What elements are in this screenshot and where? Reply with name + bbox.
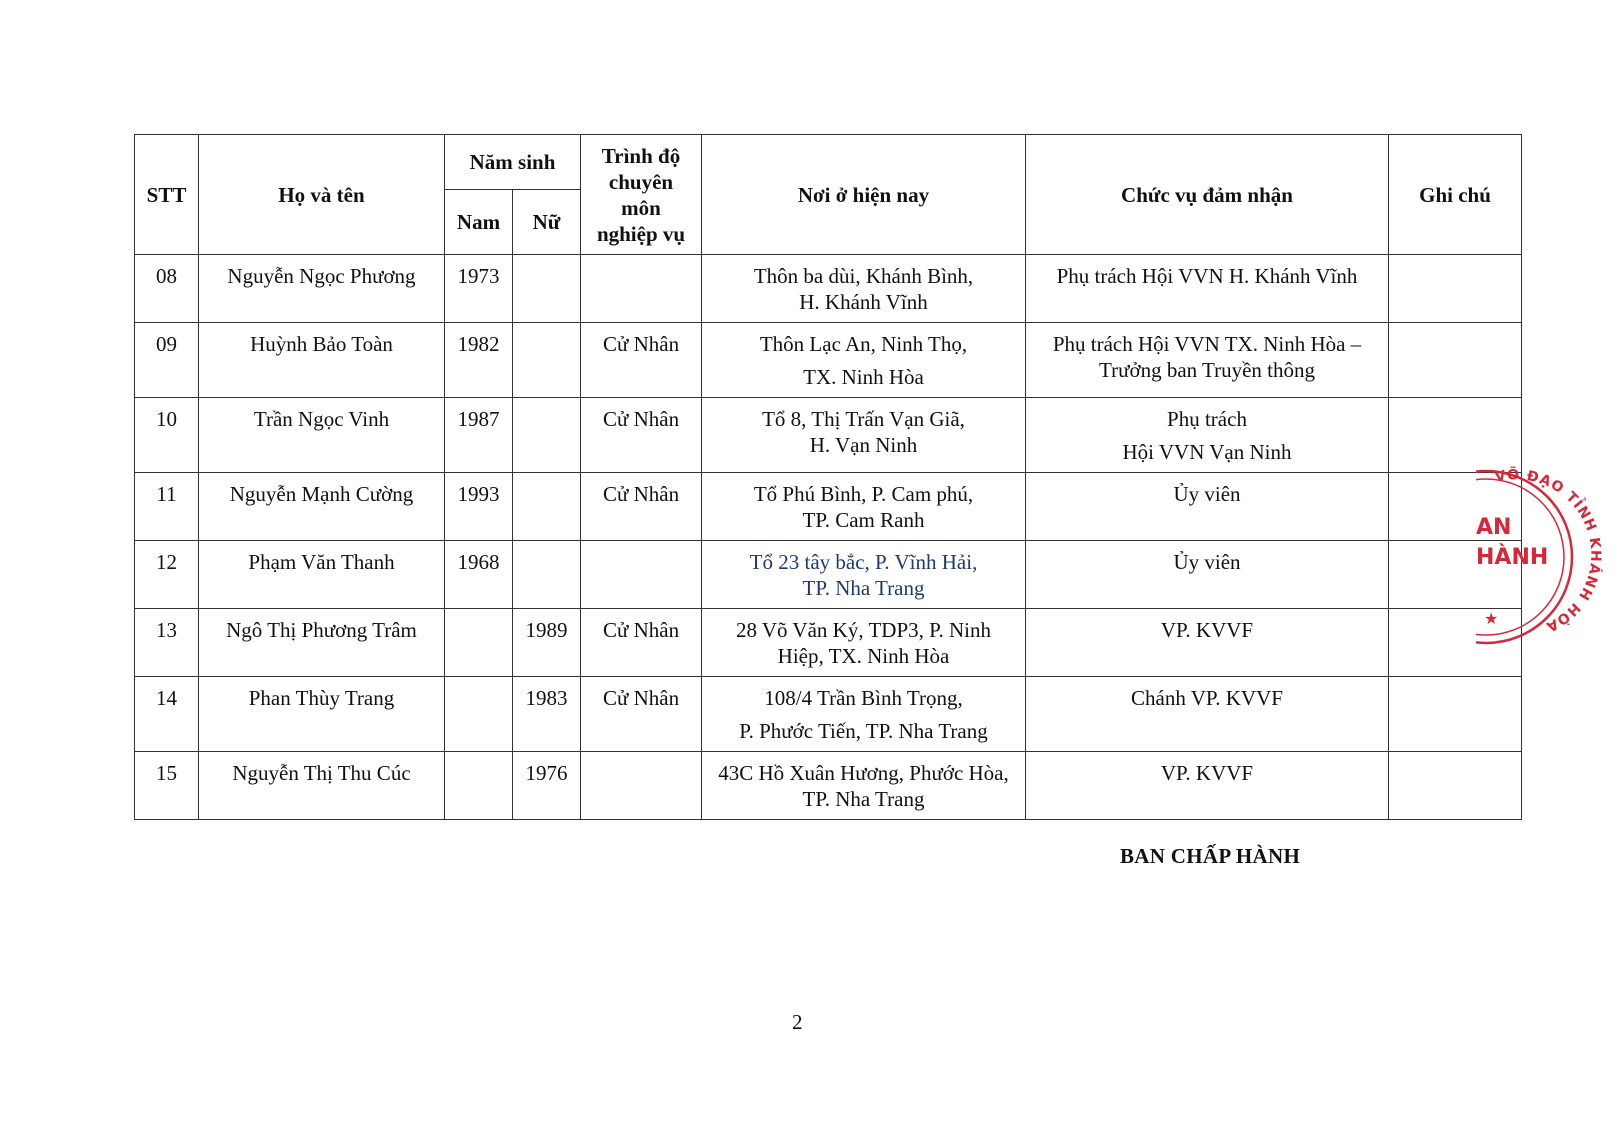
cell-address-line: TP. Nha Trang <box>802 787 925 811</box>
cell-birth-male <box>445 677 513 752</box>
cell-note <box>1389 255 1522 323</box>
cell-birth-female <box>513 473 581 541</box>
cell-position <box>1026 255 1389 323</box>
cell-position <box>1026 752 1389 820</box>
cell-position <box>1026 473 1389 541</box>
cell-stt: 15 <box>135 752 199 820</box>
header-qualification <box>581 135 702 255</box>
cell-name: Phạm Văn Thanh <box>199 541 445 609</box>
cell-name: Nguyễn Mạnh Cường <box>199 473 445 541</box>
cell-address <box>702 609 1026 677</box>
cell-name: Phan Thùy Trang <box>199 677 445 752</box>
table-row <box>135 752 1522 820</box>
cell-birth-female <box>513 255 581 323</box>
cell-qualification: Cử Nhân <box>581 609 702 677</box>
cell-birth-male: 1987 <box>445 398 513 473</box>
cell-stt: 08 <box>135 255 199 323</box>
table-row <box>135 323 1522 398</box>
cell-qualification <box>581 541 702 609</box>
cell-address-line: 108/4 Trần Bình Trọng, <box>764 686 963 710</box>
cell-address-line: Tổ 8, Thị Trấn Vạn Giã, <box>762 407 965 431</box>
cell-position <box>1026 541 1389 609</box>
cell-qualification: Cử Nhân <box>581 473 702 541</box>
cell-stt: 12 <box>135 541 199 609</box>
seal-center-bottom: HÀNH <box>1476 545 1549 570</box>
cell-note <box>1389 677 1522 752</box>
cell-address-line: TP. Cam Ranh <box>802 508 925 532</box>
cell-address-line: Tổ 23 tây bắc, P. Vĩnh Hải, <box>749 550 978 574</box>
cell-birth-female <box>513 541 581 609</box>
cell-address <box>702 752 1026 820</box>
table-header <box>135 135 1522 255</box>
cell-address-line: TP. Nha Trang <box>802 576 925 600</box>
cell-name: Huỳnh Bảo Toàn <box>199 323 445 398</box>
cell-position-line: VP. KVVF <box>1160 761 1254 785</box>
table-row <box>135 677 1522 752</box>
cell-position <box>1026 398 1389 473</box>
cell-address-line: H. Vạn Ninh <box>809 433 918 457</box>
signature-title: BAN CHẤP HÀNH <box>1120 844 1301 868</box>
cell-birth-male: 1993 <box>445 473 513 541</box>
header-note: Ghi chú <box>1389 135 1522 255</box>
cell-qualification: Cử Nhân <box>581 677 702 752</box>
header-position: Chức vụ đảm nhận <box>1026 135 1389 255</box>
header-male: Nam <box>445 190 513 255</box>
cell-note <box>1389 398 1522 473</box>
cell-birth-female <box>513 398 581 473</box>
cell-position-line: Hội VVN Vạn Ninh <box>1122 440 1292 464</box>
cell-position <box>1026 323 1389 398</box>
cell-address <box>702 398 1026 473</box>
table-row <box>135 541 1522 609</box>
cell-position-line: Chánh VP. KVVF <box>1131 686 1283 710</box>
cell-address <box>702 255 1026 323</box>
cell-address <box>702 677 1026 752</box>
table-row <box>135 473 1522 541</box>
cell-note <box>1389 323 1522 398</box>
cell-position <box>1026 677 1389 752</box>
cell-qualification: Cử Nhân <box>581 323 702 398</box>
cell-address-line: Hiệp, TX. Ninh Hòa <box>777 644 950 668</box>
header-birth-year: Năm sinh <box>445 135 581 190</box>
header-qualification-line: chuyên <box>608 169 674 194</box>
cell-birth-male <box>445 609 513 677</box>
seal-center-top: AN <box>1476 515 1512 540</box>
cell-position-line: Phụ trách <box>1167 407 1247 431</box>
cell-note <box>1389 752 1522 820</box>
header-qualification-line: Trình độ <box>601 143 681 168</box>
table-body <box>135 255 1522 820</box>
cell-birth-female: 1983 <box>513 677 581 752</box>
table-row <box>135 609 1522 677</box>
cell-qualification: Cử Nhân <box>581 398 702 473</box>
header-name: Họ và tên <box>199 135 445 255</box>
cell-note <box>1389 541 1522 609</box>
cell-birth-male: 1973 <box>445 255 513 323</box>
table-row <box>135 255 1522 323</box>
cell-stt: 11 <box>135 473 199 541</box>
cell-note <box>1389 609 1522 677</box>
cell-position-line: Ủy viên <box>1173 482 1241 506</box>
cell-address-line: H. Khánh Vĩnh <box>799 290 928 314</box>
cell-birth-female: 1976 <box>513 752 581 820</box>
header-address: Nơi ở hiện nay <box>702 135 1026 255</box>
cell-address-line: 28 Võ Văn Ký, TDP3, P. Ninh <box>736 618 991 642</box>
cell-address <box>702 323 1026 398</box>
cell-birth-female: 1989 <box>513 609 581 677</box>
cell-birth-male <box>445 752 513 820</box>
cell-stt: 13 <box>135 609 199 677</box>
cell-name: Ngô Thị Phương Trâm <box>199 609 445 677</box>
header-stt: STT <box>135 135 199 255</box>
cell-position-line: Phụ trách Hội VVN H. Khánh Vĩnh <box>1056 264 1358 288</box>
cell-birth-male: 1968 <box>445 541 513 609</box>
cell-position <box>1026 609 1389 677</box>
member-table <box>134 134 1522 820</box>
cell-address-line: Thôn ba dùi, Khánh Bình, <box>753 264 974 288</box>
header-qualification-line: môn <box>621 195 661 220</box>
cell-address-line: Tổ Phú Bình, P. Cam phú, <box>753 482 974 506</box>
cell-name: Nguyễn Thị Thu Cúc <box>199 752 445 820</box>
cell-stt: 10 <box>135 398 199 473</box>
page-number: 2 <box>792 1010 803 1034</box>
header-qualification-line: nghiệp vụ <box>596 221 686 246</box>
cell-note <box>1389 473 1522 541</box>
cell-address-line: P. Phước Tiến, TP. Nha Trang <box>739 719 988 743</box>
seal-star-icon: ★ <box>1484 609 1499 628</box>
cell-position-line: Trưởng ban Truyền thông <box>1099 358 1315 382</box>
cell-address <box>702 473 1026 541</box>
table-row <box>135 398 1522 473</box>
cell-birth-male: 1982 <box>445 323 513 398</box>
cell-address-line: TX. Ninh Hòa <box>803 365 924 389</box>
cell-position-line: Phụ trách Hội VVN TX. Ninh Hòa – <box>1052 332 1362 356</box>
cell-name: Trần Ngọc Vinh <box>199 398 445 473</box>
cell-address-line: 43C Hồ Xuân Hương, Phước Hòa, <box>718 761 1009 785</box>
cell-birth-female <box>513 323 581 398</box>
cell-position-line: VP. KVVF <box>1160 618 1254 642</box>
cell-qualification <box>581 255 702 323</box>
seal-ring-text: VÕ ĐẠO TỈNH KHÁNH HÒA <box>1493 467 1604 635</box>
cell-address-line: Thôn Lạc An, Ninh Thọ, <box>759 332 968 356</box>
cell-position-line: Ủy viên <box>1173 550 1241 574</box>
cell-qualification <box>581 752 702 820</box>
header-female: Nữ <box>513 190 581 255</box>
cell-name: Nguyễn Ngọc Phương <box>199 255 445 323</box>
cell-address <box>702 541 1026 609</box>
cell-stt: 09 <box>135 323 199 398</box>
cell-stt: 14 <box>135 677 199 752</box>
